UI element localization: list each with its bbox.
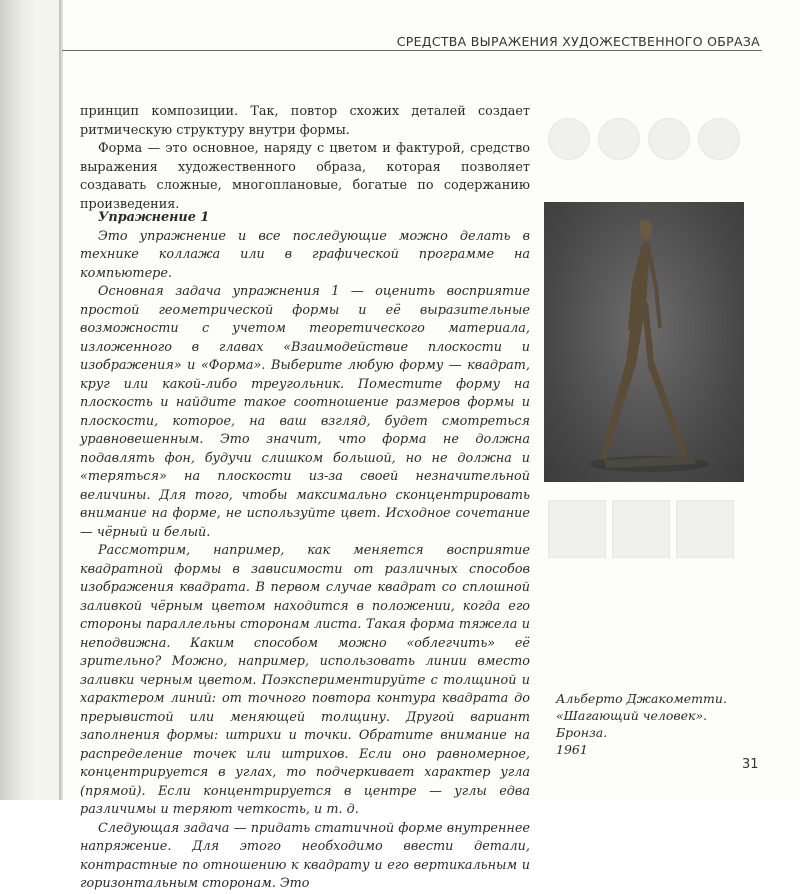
- intro-paragraph: Форма — это основное, наряду с цветом и фактурой, средство выражения художественного образа, которая позволяет создавать сложные, многоплановые, богатые по содержанию произведения.: [80, 141, 530, 212]
- sculpture-photo: [544, 202, 744, 482]
- decorative-shape: [598, 118, 640, 160]
- book-spine-shadow: [59, 0, 63, 800]
- page-number: 31: [742, 757, 759, 772]
- exercise-section: [80, 209, 530, 894]
- exercise-paragraph: Рассмотрим, например, как меняется восприятие квадратной формы в зависимости от различных способов изображения квадрата. В первом случае квадрат со сплошной заливкой чёрным цветом находится в положении, когда его стороны параллельны сторонам листа. Такая форма тяжела и неподвижна. Каким способом можно «облегчить» её зрительно? Можно, например, использовать линии вместо заливки черным цветом. Поэкспериментируйте с толщиной и характером линий: от точного повтора контура квадрата до прерывистой или меняющей толщину. Другой вариант заполнения формы: штрихи и точки. Обратите внимание на распределение точек или штрихов. Если оно равномерное, концентрируется в углах, то подчеркивает характер угла (прямой). Если концентрируется в центре — углы едва различимы и теряют четкость, и т. д.: [80, 543, 530, 817]
- section-header-title: СРЕДСТВА ВЫРАЖЕНИЯ ХУДОЖЕСТВЕННОГО ОБРАЗА: [396, 34, 760, 49]
- decorative-shape: [648, 118, 690, 160]
- exercise-paragraph: Основная задача упражнения 1 — оценить восприятие простой геометрической формы и её выразительные возможности с учетом теоретического материала, изложенного в главах «Взаимодействие плоскости и изображения» и «Форма». Выберите любую форму — квадрат, круг или какой-либо треугольник. Поместите форму на плоскость и найдите такое соотношение размеров формы и плоскости, которое, на ваш взгляд, будет смотреться уравновешенным. Это значит, что форма не должна подавлять фон, будучи слишком большой, но не должна и «теряться» на плоскости из-за своей незначительной величины. Для того, чтобы максимально сконцентрировать внимание на форме, не используйте цвет. Исходное сочетание — чёрный и белый.: [80, 284, 530, 540]
- decorative-shape: [548, 118, 590, 160]
- caption-line: Альберто Джакометти.: [556, 691, 727, 706]
- walking-man-sculpture-icon: [544, 202, 744, 482]
- decorative-shape: [676, 500, 734, 558]
- exercise-title: Упражнение 1: [98, 210, 210, 225]
- intro-paragraph: принцип композиции. Так, повтор схожих деталей создает ритмическую структуру внутри формы.: [80, 104, 530, 138]
- intro-text: [80, 103, 530, 214]
- decorative-shape: [548, 500, 606, 558]
- caption-line: 1961: [556, 742, 588, 757]
- decorative-shape: [698, 118, 740, 160]
- caption-line: «Шагающий человек». Бронза.: [556, 708, 708, 740]
- exercise-paragraph: Это упражнение и все последующие можно делать в технике коллажа или в графической программе на компьютере.: [80, 228, 530, 281]
- exercise-paragraph: Следующая задача — придать статичной форме внутреннее напряжение. Для этого необходимо ввести детали, контрастные по отношению к квадрату и его вертикальным и горизонтальным сторонам. Это: [80, 820, 530, 891]
- page-gutter: [0, 0, 38, 800]
- previous-page-edge: [38, 0, 60, 800]
- figure-caption: [556, 690, 756, 758]
- decorative-shape: [612, 500, 670, 558]
- header-rule: [62, 50, 762, 51]
